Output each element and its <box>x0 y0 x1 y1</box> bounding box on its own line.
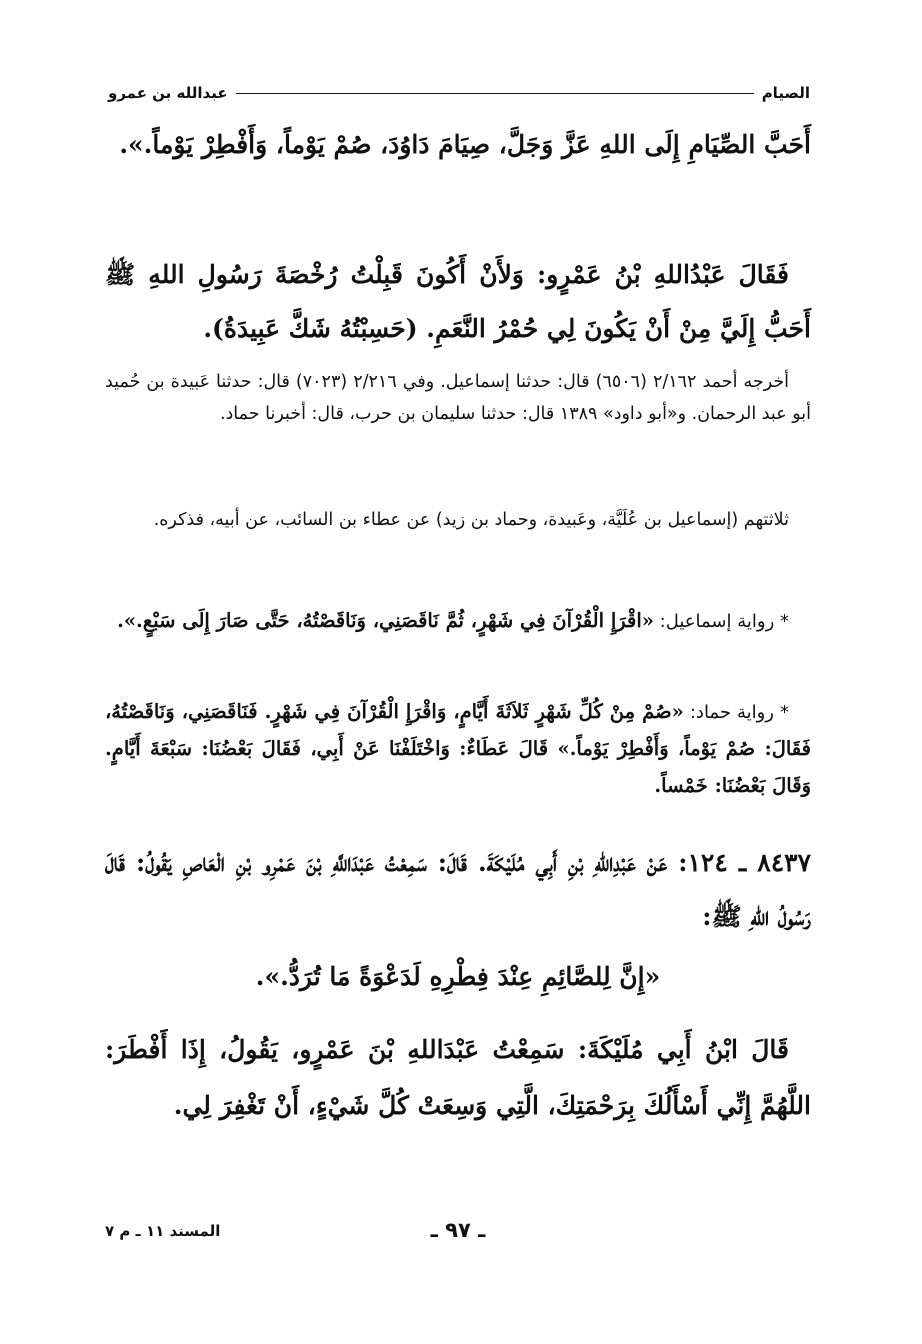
header-companion-name: عبدالله بن عمرو <box>108 84 228 102</box>
narration-ismail-intro: * رواية إسماعيل: <box>659 611 789 632</box>
hadith-text-remark: فَقَالَ عَبْدُاللهِ بْنُ عَمْرٍو: وَلأَنْ أَكُونَ قَبِلْتُ رُخْصَةَ رَسُولِ اللهِ ﷺ أَحَبُّ إِلَيَّ مِنْ أَنْ يَكُونَ لِي حُمْرُ النَّعَمِ. (حَسِبْتُهُ شَكَّ عَبِيدَةُ). <box>105 260 811 343</box>
header-rule <box>236 93 754 94</box>
narration-hammad-intro: * رواية حماد: <box>689 702 789 723</box>
page-footer <box>105 1218 811 1248</box>
isnad-note: ثلاثتهم (إسماعيل بن عُلَيَّة، وعَبيدة، وحماد بن زيد) عن عطاء بن السائب، عن أبيه، فذكره. <box>153 510 789 530</box>
header-chapter-title: الصيام <box>761 84 810 102</box>
hadith-8437-follow: قَالَ ابْنُ أَبِي مُلَيْكَةَ: سَمِعْتُ عَبْدَاللهِ بْنَ عَمْرٍو، يَقُولُ، إِذَا أَفْطَرَ: اللَّهُمَّ إِنِّي أَسْأَلُكَ بِرَحْمَتِكَ، الَّتِي وَسِعَتْ كُلَّ شَيْءٍ، أَنْ تَغْفِرَ لِي. <box>105 1035 811 1120</box>
page-number: ـ ٩٧ ـ <box>430 1218 486 1242</box>
takhrij-note: أخرجه أحمد ٢/١٦٢ (٦٥٠٦) قال: حدثنا إسماعيل. وفي ٢/٢١٦ (٧٠٢٣) قال: حدثنا عَبيدة بن حُميد أبو عبد الرحمان. و«أبو داود» ١٣٨٩ قال: حدثنا سليمان بن حرب، قال: أخبرنا حماد. <box>105 372 811 424</box>
narration-hammad <box>105 694 811 805</box>
narration-ismail <box>105 598 811 645</box>
volume-reference: المسند ١١ ـ م ٧ <box>105 1222 221 1240</box>
hadith-text-continued: أَحَبَّ الصِّيَامِ إِلَى اللهِ عَزَّ وَجَلَّ، صِيَامَ دَاوُدَ، صُمْ يَوْماً، وَأَفْطِرْ يَوْماً.». <box>119 130 811 159</box>
running-header <box>108 80 810 106</box>
narration-hammad-text: «صُمْ مِنْ كُلِّ شَهْرٍ ثَلاَثَةَ أَيَّامٍ، وَاقْرَإِ الْقُرْآنَ فِي شَهْرٍ. فَنَاقَصَنِي، وَنَاقَصْتُهُ، فَقَالَ: صُمْ يَوْماً، وَأَفْطِرْ يَوْماً.» قَالَ عَطَاءٌ: وَاخْتَلَفْنَا عَنْ أَبِي، فَقَالَ بَعْضُنَا: سَبْعَةَ أَيَّامٍ. وَقَالَ بَعْضُنَا: خَمْساً. <box>105 700 811 797</box>
hadith-8437-quote: «إِنَّ لِلصَّائِمِ عِنْدَ فِطْرِهِ لَدَعْوَةً مَا تُرَدُّ.». <box>255 962 661 991</box>
hadith-8437-intro: ٨٤٣٧ ـ ١٢٤: عَنْ عَبْدِاللهِ بْنِ أَبِي مُلَيْكَةَ. قَالَ: سَمِعْتُ عَبْدَاللَّهِ بْنَ عَمْرِو بْنِ الْعَاصِ يَقُولُ: قَالَ رَسُولُ اللهِ ﷺ: <box>105 848 811 931</box>
narration-ismail-text: «اقْرَإِ الْقُرْآنَ فِي شَهْرٍ، ثُمَّ نَاقَصَنِي، وَنَاقَصْتُهُ، حَتَّى صَارَ إِلَى سَبْعٍ.». <box>117 609 654 632</box>
